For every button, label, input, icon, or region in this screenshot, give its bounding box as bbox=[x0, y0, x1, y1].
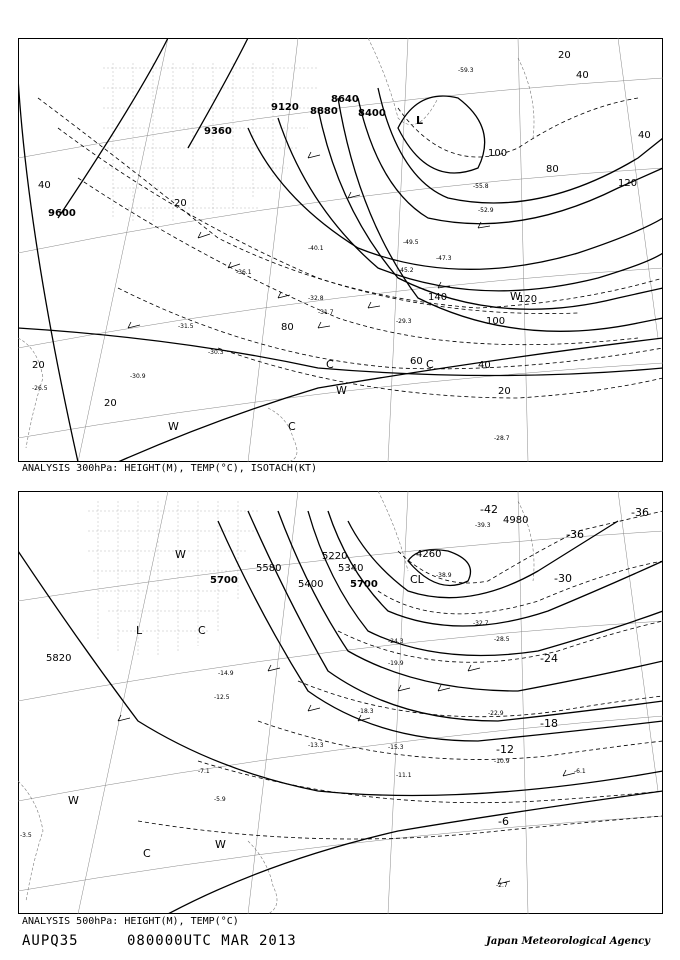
isotherms bbox=[138, 511, 663, 839]
temp-label: -52.9 bbox=[478, 207, 494, 214]
height-label: 5580 bbox=[256, 563, 282, 574]
isotherm-label-group bbox=[480, 503, 649, 828]
cold-center-label: C bbox=[326, 358, 334, 371]
isotach-label: 140 bbox=[428, 292, 448, 303]
temp-label: -13.3 bbox=[308, 742, 324, 749]
isotherm-label: -30 bbox=[554, 572, 572, 585]
height-label-group bbox=[46, 515, 528, 664]
isotherm-label: -12 bbox=[496, 743, 514, 756]
isotach-label: 40 bbox=[38, 180, 51, 191]
isotach-label: 120 bbox=[518, 294, 538, 305]
isotach-label: 20 bbox=[174, 198, 187, 209]
low-center-label: CL bbox=[410, 573, 424, 586]
center-label-group bbox=[68, 548, 425, 860]
height-label: 8640 bbox=[331, 94, 359, 105]
map-500hpa-svg bbox=[18, 491, 663, 914]
temp-label: -5.9 bbox=[214, 796, 226, 803]
isotach-label: 80 bbox=[546, 164, 559, 175]
temp-label: -45.2 bbox=[398, 267, 414, 274]
temp-label-group bbox=[20, 522, 586, 889]
temp-label: -38.9 bbox=[436, 572, 452, 579]
height-label: 5400 bbox=[298, 579, 324, 590]
center-label-group bbox=[168, 114, 521, 433]
cold-center-label: C bbox=[198, 624, 206, 637]
valid-time: 080000UTC MAR 2013 bbox=[127, 933, 297, 949]
height-label: 5700 bbox=[210, 575, 238, 586]
warm-center-label: W bbox=[168, 420, 179, 433]
height-label: 4260 bbox=[416, 549, 442, 560]
isotach-label: 20 bbox=[32, 360, 45, 371]
temp-label: -32.8 bbox=[308, 295, 324, 302]
temp-label: -28.5 bbox=[494, 636, 510, 643]
height-label: 9600 bbox=[48, 208, 76, 219]
height-label: 8880 bbox=[310, 106, 338, 117]
height-label: 5220 bbox=[322, 551, 348, 562]
warm-center-label: W bbox=[68, 794, 79, 807]
isotach-label: 20 bbox=[104, 398, 117, 409]
temp-label: -19.9 bbox=[388, 660, 404, 667]
isotach-label: 60 bbox=[410, 356, 423, 367]
warm-center-label: W bbox=[336, 384, 347, 397]
temp-label: -14.9 bbox=[218, 670, 234, 677]
isotach-label: 100 bbox=[486, 316, 506, 327]
temp-label: -47.3 bbox=[436, 255, 452, 262]
cold-center-label: C bbox=[288, 420, 296, 433]
height-label: 4980 bbox=[503, 515, 529, 526]
isotherm-label: -6 bbox=[498, 815, 509, 828]
temp-label: -12.5 bbox=[214, 694, 230, 701]
low-center-label: L bbox=[416, 114, 424, 127]
temp-label: -26.5 bbox=[32, 385, 48, 392]
height-label: 9360 bbox=[204, 126, 232, 137]
temp-label: -18.3 bbox=[358, 708, 374, 715]
cold-center-label: C bbox=[143, 847, 151, 860]
temp-label: -30.3 bbox=[208, 349, 224, 356]
temp-label: -36.1 bbox=[236, 269, 252, 276]
map-300hpa-svg bbox=[18, 38, 663, 462]
height-label: 5700 bbox=[350, 579, 378, 590]
map-panel-300hpa bbox=[18, 38, 663, 462]
isotach-label: 40 bbox=[576, 70, 589, 81]
cold-center-label: C bbox=[426, 358, 434, 371]
temp-label: -39.3 bbox=[475, 522, 491, 529]
temp-label: -31.7 bbox=[318, 309, 334, 316]
temp-label: -22.9 bbox=[488, 710, 504, 717]
chart-id: AUPQ35 bbox=[22, 933, 79, 949]
temp-label: -29.3 bbox=[396, 318, 412, 325]
temp-label: -55.8 bbox=[473, 183, 489, 190]
temp-label-group bbox=[32, 67, 510, 442]
warm-center-label: W bbox=[510, 290, 521, 303]
temp-label: -11.1 bbox=[396, 772, 412, 779]
isotach-label: 100 bbox=[488, 148, 508, 159]
map-panel-500hpa bbox=[18, 491, 663, 914]
temp-label: -2.7 bbox=[496, 882, 508, 889]
temp-label: -3.5 bbox=[20, 832, 32, 839]
isotach-label: 40 bbox=[478, 360, 491, 371]
warm-center-label: W bbox=[215, 838, 226, 851]
caption-500hpa: ANALYSIS 500hPa: HEIGHT(M), TEMP(°C) bbox=[22, 916, 239, 927]
temp-label: -10.9 bbox=[494, 758, 510, 765]
temp-label: -24.3 bbox=[388, 638, 404, 645]
isotach-label: 80 bbox=[281, 322, 294, 333]
temp-label: -7.1 bbox=[198, 768, 210, 775]
agency-name: Japan Meteorological Agency bbox=[486, 936, 650, 947]
isotach-label: 20 bbox=[498, 386, 511, 397]
isotachs bbox=[38, 98, 663, 398]
isotherm-label: -36 bbox=[566, 528, 584, 541]
height-label: 8400 bbox=[358, 108, 386, 119]
temp-label: -40.1 bbox=[308, 245, 324, 252]
isotherm-label: -24 bbox=[540, 652, 558, 665]
isotach-label: 40 bbox=[638, 130, 651, 141]
temp-label: -15.3 bbox=[388, 744, 404, 751]
temp-label: -59.3 bbox=[458, 67, 474, 74]
temp-label: -49.5 bbox=[403, 239, 419, 246]
temp-label: -31.5 bbox=[178, 323, 194, 330]
temp-label: -32.7 bbox=[473, 620, 489, 627]
isotach-label: 120 bbox=[618, 178, 638, 189]
height-label: 5340 bbox=[338, 563, 364, 574]
isotach-label: 20 bbox=[558, 50, 571, 61]
temp-label: -6.1 bbox=[574, 768, 586, 775]
height-label: 5820 bbox=[46, 653, 72, 664]
isotherm-label: -42 bbox=[480, 503, 498, 516]
height-label: 9120 bbox=[271, 102, 299, 113]
warm-center-label: W bbox=[175, 548, 186, 561]
caption-300hpa: ANALYSIS 300hPa: HEIGHT(M), TEMP(°C), ISOTACH(KT) bbox=[22, 463, 318, 474]
temp-label: -30.9 bbox=[130, 373, 146, 380]
isotherm-label: -18 bbox=[540, 717, 558, 730]
temp-label: -28.7 bbox=[494, 435, 510, 442]
isotherm-label: -36 bbox=[631, 506, 649, 519]
low-center-label: L bbox=[136, 624, 143, 637]
